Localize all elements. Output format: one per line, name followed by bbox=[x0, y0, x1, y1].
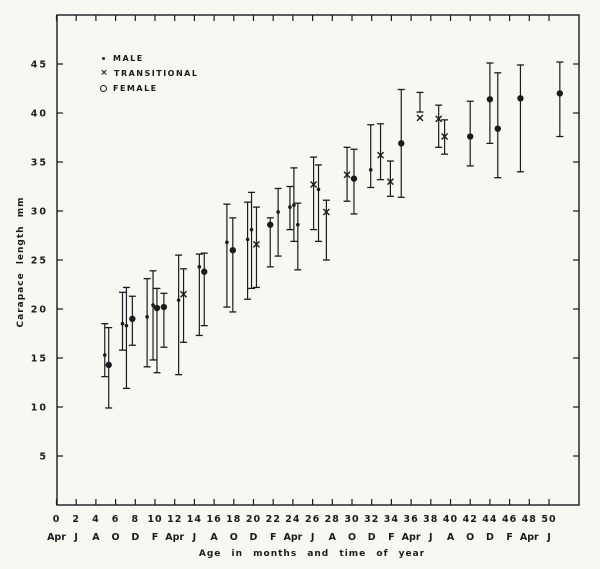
svg-text:14: 14 bbox=[186, 514, 203, 525]
svg-text:F: F bbox=[151, 532, 159, 543]
svg-text:36: 36 bbox=[403, 514, 419, 525]
svg-text:16: 16 bbox=[206, 514, 222, 525]
errorbar-female bbox=[201, 253, 208, 326]
errorbar-female bbox=[398, 89, 405, 197]
errorbar-female bbox=[494, 73, 501, 178]
svg-text:28: 28 bbox=[324, 514, 340, 525]
errorbar-transitional bbox=[387, 161, 394, 196]
svg-text:Apr: Apr bbox=[283, 532, 303, 543]
svg-text:F: F bbox=[388, 532, 395, 543]
svg-text:J: J bbox=[547, 532, 551, 543]
errorbar-transitional bbox=[323, 200, 330, 260]
svg-text:30: 30 bbox=[30, 206, 48, 218]
errorbar-male bbox=[101, 324, 108, 377]
svg-text:A: A bbox=[92, 532, 100, 543]
svg-text:38: 38 bbox=[423, 514, 439, 525]
svg-text:44: 44 bbox=[482, 514, 498, 525]
female-circle-icon bbox=[100, 85, 107, 92]
svg-text:D: D bbox=[249, 532, 258, 543]
male-dot-icon bbox=[102, 57, 105, 60]
series-female bbox=[105, 62, 563, 408]
svg-text:6: 6 bbox=[111, 514, 120, 525]
svg-text:O: O bbox=[229, 532, 238, 543]
legend-label-transitional: TRANSITIONAL bbox=[114, 69, 199, 78]
svg-text:46: 46 bbox=[501, 514, 518, 525]
svg-text:18: 18 bbox=[226, 514, 242, 525]
svg-text:24: 24 bbox=[285, 514, 301, 525]
svg-text:D: D bbox=[131, 532, 140, 543]
errorbar-female bbox=[129, 296, 136, 345]
y-axis-title: Carapace length mm bbox=[16, 196, 26, 328]
legend-item-transitional bbox=[98, 66, 198, 81]
errorbar-female bbox=[229, 218, 236, 312]
errorbar-transitional bbox=[253, 207, 260, 287]
errorbar-male bbox=[123, 287, 130, 388]
errorbar-transitional bbox=[441, 120, 448, 154]
svg-text:26: 26 bbox=[304, 514, 321, 525]
errorbar-male bbox=[294, 203, 301, 270]
svg-text:F: F bbox=[269, 532, 277, 543]
errorbar-female bbox=[160, 293, 167, 347]
svg-text:25: 25 bbox=[30, 255, 48, 267]
svg-text:32: 32 bbox=[364, 514, 380, 525]
svg-text:20: 20 bbox=[245, 514, 262, 525]
errorbar-male bbox=[286, 187, 293, 230]
svg-text:Apr: Apr bbox=[519, 532, 539, 543]
svg-text:40: 40 bbox=[30, 108, 48, 120]
svg-text:J: J bbox=[74, 532, 78, 543]
series-transitional bbox=[180, 92, 448, 342]
svg-text:34: 34 bbox=[383, 514, 400, 525]
svg-text:12: 12 bbox=[167, 514, 183, 525]
errorbar-transitional bbox=[344, 147, 351, 201]
svg-text:J: J bbox=[429, 532, 433, 543]
svg-text:20: 20 bbox=[30, 304, 48, 316]
svg-text:50: 50 bbox=[541, 514, 557, 525]
svg-text:5: 5 bbox=[39, 451, 48, 463]
errorbar-female bbox=[267, 218, 274, 267]
svg-text:15: 15 bbox=[30, 353, 48, 365]
errorbar-male bbox=[196, 254, 203, 335]
svg-text:A: A bbox=[210, 532, 218, 543]
x-axis-title: Age in months and time of year bbox=[198, 549, 426, 559]
svg-text:A: A bbox=[446, 532, 455, 543]
svg-text:D: D bbox=[367, 532, 376, 543]
errorbar-male bbox=[119, 292, 126, 350]
svg-text:Apr: Apr bbox=[165, 532, 185, 543]
errorbar-transitional bbox=[416, 92, 423, 120]
errorbar-male bbox=[223, 204, 230, 307]
errorbar-female bbox=[556, 62, 563, 136]
svg-text:42: 42 bbox=[462, 514, 478, 525]
svg-text:Apr: Apr bbox=[47, 532, 66, 543]
legend-item-female bbox=[98, 81, 198, 96]
svg-text:10: 10 bbox=[147, 514, 163, 525]
svg-text:D: D bbox=[485, 532, 494, 543]
errorbar-female bbox=[467, 101, 474, 166]
svg-text:O: O bbox=[347, 532, 357, 543]
svg-text:F: F bbox=[506, 532, 513, 543]
svg-text:22: 22 bbox=[265, 514, 281, 525]
svg-text:J: J bbox=[192, 532, 197, 543]
svg-text:0: 0 bbox=[52, 514, 61, 525]
errorbar-transitional bbox=[310, 157, 317, 230]
errorbar-male bbox=[150, 271, 157, 360]
svg-text:J: J bbox=[310, 532, 315, 543]
errorbar-male bbox=[244, 202, 251, 299]
svg-text:A: A bbox=[328, 532, 336, 543]
svg-text:4: 4 bbox=[92, 514, 100, 525]
errorbar-male bbox=[290, 168, 297, 242]
errorbar-female bbox=[486, 63, 493, 143]
errorbar-transitional bbox=[377, 124, 384, 180]
svg-text:O: O bbox=[466, 532, 475, 543]
transitional-x-icon: × bbox=[100, 68, 108, 78]
y-axis bbox=[31, 60, 579, 463]
errorbar-male bbox=[367, 125, 374, 188]
svg-text:45: 45 bbox=[30, 59, 48, 71]
errorbar-male bbox=[175, 255, 182, 375]
legend-item-male bbox=[98, 51, 198, 66]
svg-text:Apr: Apr bbox=[401, 532, 421, 543]
svg-text:40: 40 bbox=[442, 514, 459, 525]
legend-label-female: FEMALE bbox=[113, 84, 158, 93]
svg-text:O: O bbox=[111, 532, 120, 543]
errorbar-male bbox=[144, 279, 151, 367]
errorbar-female bbox=[105, 328, 112, 408]
errorbar-female bbox=[517, 65, 524, 172]
legend bbox=[98, 51, 198, 96]
svg-text:10: 10 bbox=[30, 402, 48, 414]
legend-label-male: MALE bbox=[113, 54, 144, 63]
errorbar-transitional bbox=[435, 105, 442, 147]
series-male bbox=[101, 125, 374, 389]
errorbar-female bbox=[350, 149, 357, 214]
errorbar-transitional bbox=[180, 269, 187, 343]
svg-text:48: 48 bbox=[521, 514, 537, 525]
errorbar-male bbox=[275, 188, 282, 256]
svg-text:2: 2 bbox=[72, 514, 81, 525]
svg-text:8: 8 bbox=[131, 514, 140, 525]
svg-text:30: 30 bbox=[344, 514, 360, 525]
svg-text:35: 35 bbox=[30, 157, 48, 169]
